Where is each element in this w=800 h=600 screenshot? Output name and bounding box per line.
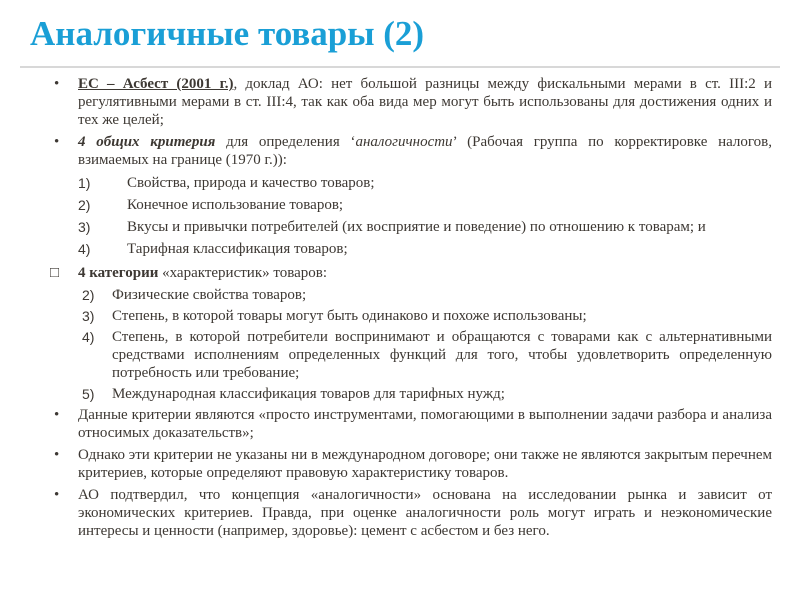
- list-item: [52, 218, 772, 236]
- bullet-lead: 4 общих критерия: [78, 134, 216, 150]
- bullet-text: ’ (Рабочая группа по корректировке налогов, взимаемых на границе (1970 г.)):: [78, 134, 772, 168]
- bullet-tools: [52, 406, 772, 442]
- item-text: Свойства, природа и качество товаров;: [127, 175, 375, 191]
- bullet-lead: 4 категории: [78, 265, 159, 281]
- item-text: Тарифная классификация товаров;: [127, 241, 348, 257]
- item-number: 5): [82, 386, 95, 402]
- item-text: Степень, в которой потребители воспринимают и обращаются с товарами как с альтернативными средствами исполнениям определенных функций для того, чтобы удовлетворить определенную потребность или требование;: [112, 329, 772, 381]
- slide-title: Аналогичные товары (2): [30, 14, 425, 53]
- list-item: [52, 174, 772, 192]
- bullet-icon: •: [54, 487, 60, 503]
- list-item: [52, 307, 772, 325]
- item-text: Вкусы и привычки потребителей (их восприятие и поведение) по отношению к товарам; и: [127, 219, 706, 235]
- bullet-not-specified: [52, 446, 772, 482]
- item-number: 4): [82, 329, 95, 345]
- list-item: [52, 286, 772, 304]
- bullet-icon: •: [54, 447, 60, 463]
- bullet-criteria: [52, 133, 772, 169]
- bullet-asbestos: [52, 75, 772, 129]
- case-link: ЕС – Асбест (2001 г.): [78, 76, 234, 92]
- bullet-text: , доклад АО: нет большой разницы между фискальными мерами в ст. III:2 и регулятивными мерами в ст. III:4, так как оба вида мер могут быть использованы для достижения одних и тех же целей;: [78, 76, 772, 128]
- bullet-categories: [52, 264, 772, 282]
- item-number: 4): [78, 241, 91, 257]
- list-item: [52, 385, 772, 403]
- bullet-italic: аналогичности: [355, 134, 453, 150]
- item-number: 2): [78, 197, 91, 213]
- criteria-list: [52, 174, 772, 258]
- title-divider: [20, 66, 780, 68]
- square-bullet-icon: □: [50, 265, 60, 281]
- item-number: 3): [78, 219, 91, 235]
- bullet-icon: •: [54, 134, 60, 150]
- slide-content: [52, 75, 772, 544]
- bullet-text: Данные критерии являются «просто инструментами, помогающими в выполнении задачи разбора и анализа относимых доказательств»;: [78, 407, 772, 441]
- item-number: 1): [78, 175, 91, 191]
- bullet-text: АО подтвердил, что концепция «аналогичности» основана на исследовании рынка и зависит от экономических критериев. Правда, при оценке аналогичности роль могут играть и неэкономические интересы и ценности (например, здоровье): цемент с асбестом и без него.: [78, 487, 772, 539]
- bullet-icon: •: [54, 76, 60, 92]
- bullet-market: [52, 486, 772, 540]
- list-item: [52, 240, 772, 258]
- item-text: Конечное использование товаров;: [127, 197, 344, 213]
- bullet-text: «характеристик» товаров:: [158, 265, 328, 281]
- item-number: 2): [82, 287, 95, 303]
- categories-list: [52, 286, 772, 403]
- item-number: 3): [82, 308, 95, 324]
- list-item: [52, 328, 772, 382]
- item-text: Международная классификация товаров для тарифных нужд;: [112, 386, 505, 402]
- bullet-text: Однако эти критерии не указаны ни в международном договоре; они также не являются закрытым перечнем критериев, которые определяют правовую характеристику товаров.: [78, 447, 772, 481]
- item-text: Степень, в которой товары могут быть одинаково и похоже использованы;: [112, 308, 587, 324]
- bullet-text: для определения ‘: [215, 134, 356, 150]
- item-text: Физические свойства товаров;: [112, 287, 307, 303]
- list-item: [52, 196, 772, 214]
- bullet-icon: •: [54, 407, 60, 423]
